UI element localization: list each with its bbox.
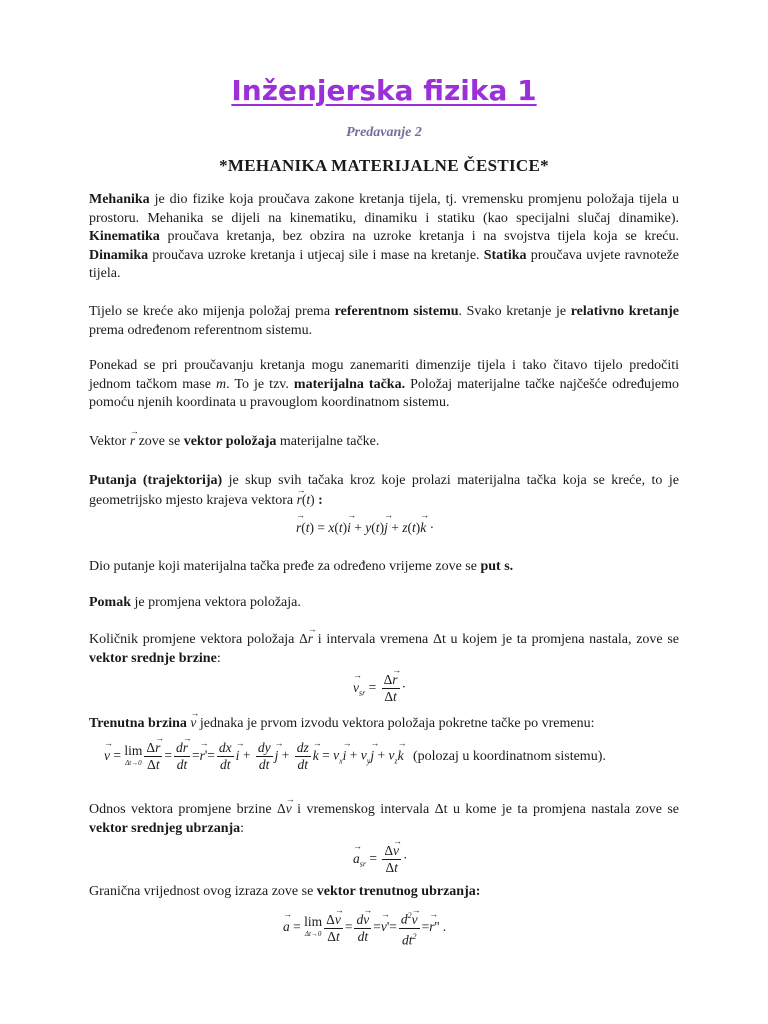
paragraph-trenutna-brzina: Trenutna brzina → v jednaka je prvom izvodu vektora položaja pokretne tačke po vremenu: bbox=[89, 714, 679, 734]
vector-r-t-symbol: → r(t) bbox=[297, 492, 315, 507]
paragraph-vektor-polozaja: Vektor → r zove se vektor položaja materijalne tačke. bbox=[89, 432, 679, 452]
paragraph-referentni-sistem: Tijelo se kreće ako mijenja položaj prema referentnom sistemu. Svako kretanje je relativno kretanje prema određenom referentnom sistemu. bbox=[89, 304, 680, 338]
document-title: Inženjerska fizika 1 bbox=[231, 74, 537, 107]
paragraph-srednje-ubrzanje: Odnos vektora promjene brzine Δ→ v i vremenskog intervala Δt u kome je ta promjena nastala zove se vektor srednjeg ubrzanja: bbox=[89, 800, 679, 838]
paragraph-putanja: Putanja (trajektorija) je skup svih tačaka kroz koje prolazi materijalna tačka koja se kreće, to je geometrijsko mjesto krajeva vektora → r(t) : bbox=[89, 472, 679, 510]
paragraph-srednja-brzina: Količnik promjene vektora položaja Δ→ r i intervala vremena Δt u kojem je ta promjena nastala, zove se vektor srednje brzine: bbox=[89, 630, 679, 668]
paragraph-mehanika: Mehanika je dio fizike koja proučava zakone kretanja tijela, tj. vremensku promjenu položaja tijela u prostoru. Mehanika se dijeli na kinematiku, dinamiku i statiku (kao specijalni slučaj dinamike). Kinematika proučava kretanja, bez obzira na uzroke kretanja i na svojstva tijela koja se kreću. Dinamika proučava uzroke kretanja i utjecaj sile i mase na kretanje. Statika proučava uvjete ravnoteže tijela. bbox=[89, 192, 680, 281]
paragraph-put: Dio putanje koji materijalna tačka pređe za određeno vrijeme zove se put s. bbox=[89, 559, 514, 574]
section-heading: *MEHANIKA MATERIJALNE ČESTICE* bbox=[219, 156, 549, 175]
paragraph-pomak: Pomak je promjena vektora položaja. bbox=[89, 595, 301, 610]
lecture-subtitle: Predavanje 2 bbox=[346, 125, 422, 140]
equation-position-vector: → r(t) = x(t)→ i + y(t)→ j + z(t)→ k · bbox=[296, 520, 434, 536]
vector-v-symbol: → v bbox=[190, 715, 196, 730]
equation-average-acceleration: → $a_{sr}$ = $\frac{\Delta\to v}{\Delta t}$ · bbox=[353, 843, 408, 876]
delta-v-symbol: Δ→ v bbox=[277, 801, 292, 816]
paragraph-trenutno-ubrzanje: Granična vrijednost ovog izraza zove se vektor trenutnog ubrzanja: bbox=[89, 884, 481, 899]
equation-average-velocity: → $v_{sr}$ = $\frac{\Delta\to r}{\Delta t}$ · bbox=[353, 672, 406, 705]
equation-note: (polozaj u koordinatnom sistemu). bbox=[413, 748, 606, 764]
delta-r-symbol: Δ→ r bbox=[299, 631, 313, 646]
vector-r-symbol: → r bbox=[130, 433, 135, 448]
equation-instant-velocity: → v = lim Δt→0 $\frac{\Delta\to r}{\Delta t}$ = $\frac{d\to r}{dt}$ =→ r'= $\frac{dx}{dt}$ → i + $\frac{dy}{dt}$ → j + $\frac{dz}{dt}$ → $k = v_x\to i + v_y\to j + v_z\to k$ (polozaj u koordinatnom sistemu). bbox=[104, 740, 606, 773]
paragraph-materijalna-tacka: Ponekad se pri proučavanju kretanja mogu zanemariti dimenzije tijela i tako čitavo tijelo predočiti jednom tačkom mase m. To je tzv. materijalna tačka. Položaj materijalne tačke najčešće određujemo pomoću njenih koordinata u pravouglom koordinatnom sistemu. bbox=[89, 358, 679, 410]
equation-instant-acceleration: → a = lim Δt→0 $\frac{\Delta\to v}{\Delta t}$ = $\frac{d\to v}{dt}$ =→ v'= $\frac{d^2\to v}{dt^2}$ =→ r'' . bbox=[283, 908, 446, 948]
